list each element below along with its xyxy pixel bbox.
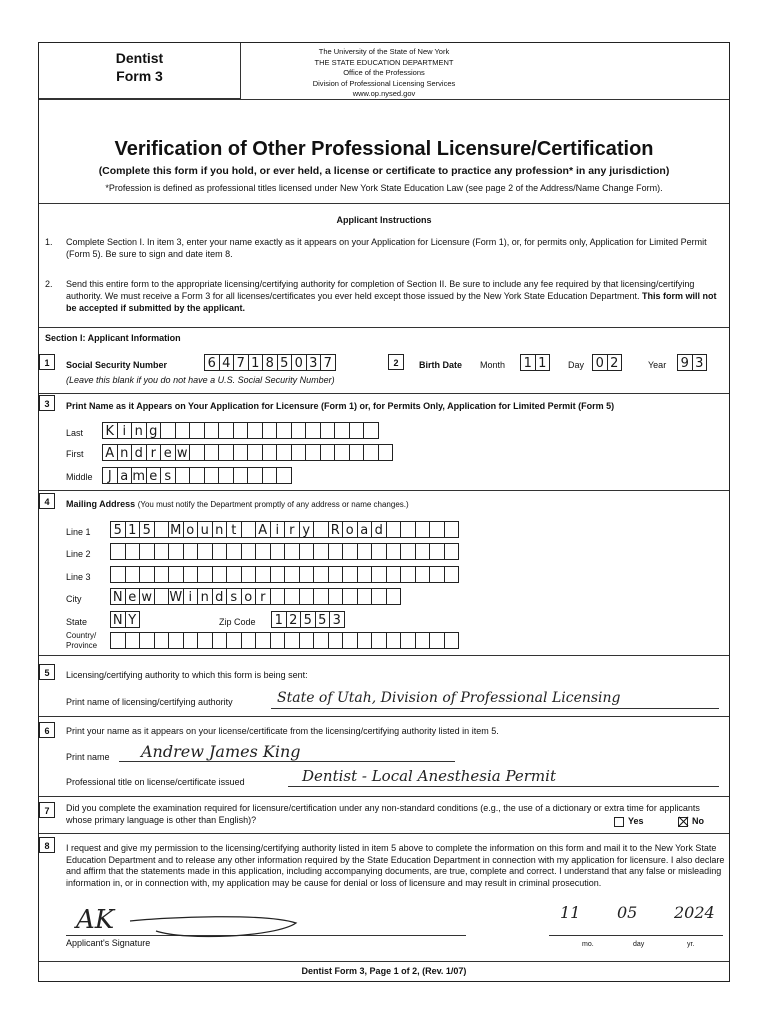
char-cell[interactable]: 5 xyxy=(315,611,331,628)
date-day-label: day xyxy=(633,941,645,948)
char-cell[interactable] xyxy=(125,543,141,560)
char-cell[interactable]: A xyxy=(255,521,271,538)
char-cell[interactable]: 2 xyxy=(286,611,302,628)
char-cell[interactable] xyxy=(270,632,286,649)
signature-flourish-icon xyxy=(126,907,306,943)
state-label: State xyxy=(66,617,88,627)
char-cell[interactable]: w xyxy=(175,444,191,461)
char-cell[interactable]: s xyxy=(160,467,176,484)
char-cell[interactable]: N xyxy=(110,611,126,628)
char-cell[interactable] xyxy=(247,467,263,484)
line2-label: Line 2 xyxy=(66,549,91,559)
char-cell[interactable] xyxy=(270,588,286,605)
char-cell[interactable] xyxy=(255,543,271,560)
agency-line: THE STATE EDUCATION DEPARTMENT xyxy=(314,57,454,67)
char-cell[interactable]: r xyxy=(284,521,300,538)
char-cell[interactable]: e xyxy=(125,588,141,605)
char-cell[interactable] xyxy=(233,467,249,484)
char-cell[interactable] xyxy=(386,521,402,538)
char-cell[interactable]: y xyxy=(299,521,315,538)
char-cell[interactable]: A xyxy=(102,444,118,461)
char-cell[interactable] xyxy=(342,632,358,649)
char-cell[interactable]: t xyxy=(226,521,242,538)
line1-label: Line 1 xyxy=(66,527,91,537)
divider xyxy=(39,327,729,328)
char-cell[interactable]: n xyxy=(212,521,228,538)
char-cell[interactable] xyxy=(189,422,205,439)
char-cell[interactable] xyxy=(175,422,191,439)
char-cell[interactable] xyxy=(241,521,257,538)
char-cell[interactable] xyxy=(444,521,460,538)
section-heading: Section I: Applicant Information xyxy=(45,333,181,343)
char-cell[interactable] xyxy=(400,521,416,538)
item-number: 6 xyxy=(39,722,55,738)
char-cell[interactable]: 5 xyxy=(139,521,155,538)
instruction-2-warning: This form will not be accepted if submitted by the applicant. xyxy=(66,291,717,313)
zip-field[interactable] xyxy=(271,611,345,628)
city-label: City xyxy=(66,594,82,604)
print-name-label: Print name xyxy=(66,752,110,762)
char-cell[interactable] xyxy=(226,543,242,560)
char-cell[interactable] xyxy=(415,543,431,560)
country-field[interactable] xyxy=(110,632,459,649)
char-cell[interactable] xyxy=(110,543,126,560)
char-cell[interactable] xyxy=(299,566,315,583)
zip-label: Zip Code xyxy=(219,617,256,627)
char-cell[interactable] xyxy=(175,467,191,484)
char-cell[interactable] xyxy=(291,422,307,439)
char-cell[interactable] xyxy=(444,543,460,560)
ssn-note: (Leave this blank if you do not have a U.S. Social Security Number) xyxy=(66,375,335,385)
char-cell[interactable]: J xyxy=(102,467,118,484)
char-cell[interactable] xyxy=(284,543,300,560)
char-cell[interactable] xyxy=(139,632,155,649)
char-cell[interactable]: 1 xyxy=(248,354,264,371)
char-cell[interactable]: m xyxy=(132,469,146,484)
char-cell[interactable] xyxy=(349,422,365,439)
char-cell[interactable] xyxy=(154,521,170,538)
divider xyxy=(39,833,729,834)
char-cell[interactable] xyxy=(328,588,344,605)
char-cell[interactable] xyxy=(154,588,170,605)
char-cell[interactable]: r xyxy=(146,444,162,461)
profession-note: *Profession is defined as professional titles licensed under New York State Education Law (see page 2 of the Address/Name Change Form). xyxy=(105,183,663,193)
agency-line: The University of the State of New York xyxy=(318,47,450,56)
char-cell[interactable] xyxy=(270,566,286,583)
char-cell[interactable] xyxy=(313,632,329,649)
char-cell[interactable] xyxy=(183,566,199,583)
instruction-1: Complete Section I. In item 3, enter your name exactly as it appears on your Application for Licensure (Form 1), or, for permits only, Application for Limited Permit (Form 5). Be sure to sign and date item 8. xyxy=(66,237,707,259)
char-cell[interactable]: 6 xyxy=(204,354,220,371)
char-cell[interactable]: Y xyxy=(125,611,141,628)
no-option[interactable] xyxy=(678,816,704,827)
char-cell[interactable]: 3 xyxy=(329,611,345,628)
char-cell[interactable] xyxy=(276,467,292,484)
authority-field[interactable] xyxy=(271,690,719,709)
char-cell[interactable] xyxy=(241,543,257,560)
char-cell[interactable] xyxy=(342,543,358,560)
item-number: 8 xyxy=(39,837,55,853)
char-cell[interactable] xyxy=(363,444,379,461)
char-cell[interactable]: o xyxy=(241,588,257,605)
date-year-value: 2024 xyxy=(674,903,715,922)
char-cell[interactable] xyxy=(255,566,271,583)
char-cell[interactable] xyxy=(371,632,387,649)
char-cell[interactable]: o xyxy=(342,521,358,538)
form-name: Dentist xyxy=(115,50,164,66)
page-subtitle: (Complete this form if you hold, or ever held, a license or certificate to practice any profession* in any jurisdiction) xyxy=(98,165,670,177)
char-cell[interactable]: 7 xyxy=(233,354,249,371)
divider xyxy=(39,203,729,204)
item-number: 7 xyxy=(39,802,55,818)
char-cell[interactable] xyxy=(160,422,176,439)
date-month-label: mo. xyxy=(582,941,594,948)
yes-option[interactable] xyxy=(614,816,644,827)
address-line2-field[interactable] xyxy=(110,543,459,560)
char-cell[interactable] xyxy=(313,566,329,583)
country-label-line: Province xyxy=(66,641,98,650)
char-cell[interactable] xyxy=(386,632,402,649)
char-cell[interactable] xyxy=(154,632,170,649)
agency-line: Division of Professional Licensing Services xyxy=(312,78,456,88)
char-cell[interactable] xyxy=(212,543,228,560)
country-label-line: Country/ xyxy=(66,631,97,640)
state-field[interactable] xyxy=(110,611,140,628)
last-name-field[interactable] xyxy=(102,422,379,439)
char-cell[interactable] xyxy=(110,566,126,583)
char-cell[interactable] xyxy=(189,444,205,461)
char-cell[interactable] xyxy=(183,632,199,649)
char-cell[interactable] xyxy=(328,543,344,560)
print-name-field[interactable] xyxy=(119,742,455,762)
char-cell[interactable] xyxy=(334,422,350,439)
country-label xyxy=(66,631,97,651)
char-cell[interactable]: g xyxy=(146,422,162,439)
footer: Dentist Form 3, Page 1 of 2, (Rev. 1/07) xyxy=(301,966,467,976)
mailing-address-heading xyxy=(66,499,409,509)
char-cell[interactable]: u xyxy=(197,521,213,538)
char-cell[interactable]: 0 xyxy=(592,354,608,371)
char-cell[interactable] xyxy=(342,566,358,583)
char-cell[interactable] xyxy=(386,566,402,583)
authority-value: State of Utah, Division of Professional Licensing xyxy=(277,690,621,706)
divider xyxy=(39,716,729,717)
agency-line: Office of the Professions xyxy=(343,68,425,77)
year-label: Year xyxy=(648,360,667,370)
char-cell[interactable] xyxy=(276,444,292,461)
char-cell[interactable] xyxy=(125,566,141,583)
instructions-heading: Applicant Instructions xyxy=(336,215,432,225)
char-cell[interactable] xyxy=(400,543,416,560)
day-field[interactable] xyxy=(592,354,622,371)
char-cell[interactable] xyxy=(276,422,292,439)
year-field[interactable] xyxy=(677,354,707,371)
char-cell[interactable] xyxy=(218,467,234,484)
char-cell[interactable] xyxy=(328,566,344,583)
address-line3-field[interactable] xyxy=(110,566,459,583)
char-cell[interactable] xyxy=(226,566,242,583)
char-cell[interactable] xyxy=(168,543,184,560)
char-cell[interactable] xyxy=(299,543,315,560)
char-cell[interactable]: 1 xyxy=(520,354,536,371)
char-cell[interactable]: n xyxy=(117,444,133,461)
char-cell[interactable]: i xyxy=(117,422,133,439)
char-cell[interactable] xyxy=(444,566,460,583)
date-day-value: 05 xyxy=(617,903,638,922)
char-cell[interactable] xyxy=(429,566,445,583)
char-cell[interactable]: e xyxy=(160,444,176,461)
char-cell[interactable]: d xyxy=(131,444,147,461)
char-cell[interactable] xyxy=(204,422,220,439)
char-cell[interactable] xyxy=(320,422,336,439)
month-label: Month xyxy=(480,360,506,370)
char-cell[interactable] xyxy=(262,444,278,461)
char-cell[interactable] xyxy=(371,566,387,583)
char-cell[interactable]: e xyxy=(146,467,162,484)
char-cell[interactable] xyxy=(400,632,416,649)
address-line1-field[interactable] xyxy=(110,521,459,538)
char-cell[interactable]: 7 xyxy=(320,354,336,371)
city-field[interactable] xyxy=(110,588,401,605)
mailing-address-note: (You must notify the Department promptly of any address or name changes.) xyxy=(137,500,409,509)
last-name-label: Last xyxy=(66,428,84,438)
date-month-value: 11 xyxy=(560,903,581,922)
license-name-instruction: Print your name as it appears on your license/certificate from the licensing/certifying authority listed in item 5. xyxy=(66,726,499,736)
char-cell[interactable] xyxy=(299,632,315,649)
agency-line: www.op.nysed.gov xyxy=(352,89,416,98)
char-cell[interactable] xyxy=(429,543,445,560)
char-cell[interactable]: d xyxy=(212,588,228,605)
char-cell[interactable] xyxy=(247,422,263,439)
char-cell[interactable] xyxy=(349,444,365,461)
char-cell[interactable] xyxy=(197,543,213,560)
form-id-box xyxy=(39,43,241,99)
char-cell[interactable]: N xyxy=(110,588,126,605)
char-cell[interactable] xyxy=(371,543,387,560)
form-number: Form 3 xyxy=(116,68,163,84)
instruction-num: 1. xyxy=(45,237,53,247)
agency-block xyxy=(244,47,524,100)
char-cell[interactable] xyxy=(189,467,205,484)
char-cell[interactable] xyxy=(262,422,278,439)
char-cell[interactable] xyxy=(429,521,445,538)
char-cell[interactable] xyxy=(247,444,263,461)
first-name-label: First xyxy=(66,449,84,459)
char-cell[interactable] xyxy=(218,444,234,461)
char-cell[interactable] xyxy=(328,632,344,649)
line3-label: Line 3 xyxy=(66,572,91,582)
char-cell[interactable] xyxy=(357,588,373,605)
char-cell[interactable] xyxy=(357,632,373,649)
char-cell[interactable] xyxy=(415,566,431,583)
char-cell[interactable] xyxy=(371,588,387,605)
first-name-field[interactable] xyxy=(102,444,393,461)
char-cell[interactable]: 3 xyxy=(306,354,322,371)
divider xyxy=(39,393,729,394)
non-standard-question: Did you complete the examination required for licensure/certification under any non-standard conditions (e.g., the use of a dictionary or extra time for applicants whose primary language is other than English)? xyxy=(66,803,700,825)
char-cell[interactable] xyxy=(415,521,431,538)
day-label: Day xyxy=(568,360,585,370)
month-field[interactable] xyxy=(520,354,550,371)
char-cell[interactable] xyxy=(255,632,271,649)
char-cell[interactable] xyxy=(168,566,184,583)
char-cell[interactable] xyxy=(204,444,220,461)
item-number: 4 xyxy=(39,493,55,509)
ssn-field[interactable] xyxy=(204,354,336,371)
char-cell[interactable] xyxy=(139,566,155,583)
char-cell[interactable] xyxy=(320,444,336,461)
mailing-address-label: Mailing Address xyxy=(66,499,136,509)
char-cell[interactable] xyxy=(299,588,315,605)
char-cell[interactable]: K xyxy=(102,422,118,439)
signature-label: Applicant's Signature xyxy=(66,938,151,948)
char-cell[interactable]: n xyxy=(131,422,147,439)
authority-label: Print name of licensing/certifying authority xyxy=(66,697,233,707)
char-cell[interactable] xyxy=(154,543,170,560)
char-cell[interactable] xyxy=(305,422,321,439)
char-cell[interactable] xyxy=(197,632,213,649)
birth-date-label: Birth Date xyxy=(419,360,463,370)
char-cell[interactable] xyxy=(415,632,431,649)
professional-title-label: Professional title on license/certificate issued xyxy=(66,777,245,787)
signature-value: AK xyxy=(76,905,115,935)
char-cell[interactable] xyxy=(139,543,155,560)
item-number: 1 xyxy=(39,354,55,370)
char-cell[interactable] xyxy=(291,444,307,461)
char-cell[interactable] xyxy=(233,422,249,439)
instruction-num: 2. xyxy=(45,279,53,289)
form-page xyxy=(38,42,730,982)
char-cell[interactable] xyxy=(204,467,220,484)
char-cell[interactable]: 3 xyxy=(692,354,708,371)
instruction-2 xyxy=(66,278,722,314)
char-cell[interactable] xyxy=(386,543,402,560)
item-number: 2 xyxy=(388,354,404,370)
char-cell[interactable] xyxy=(284,632,300,649)
char-cell[interactable] xyxy=(110,632,126,649)
char-cell[interactable] xyxy=(241,566,257,583)
char-cell[interactable] xyxy=(168,632,184,649)
page-title: Verification of Other Professional Licensure/Certification xyxy=(114,138,654,160)
divider xyxy=(39,655,729,656)
char-cell[interactable] xyxy=(262,467,278,484)
char-cell[interactable]: 4 xyxy=(219,354,235,371)
char-cell[interactable] xyxy=(363,422,379,439)
char-cell[interactable] xyxy=(284,566,300,583)
yes-checkbox[interactable] xyxy=(614,817,624,827)
char-cell[interactable]: a xyxy=(357,521,373,538)
char-cell[interactable]: r xyxy=(255,588,271,605)
instruction-2-text: Send this entire form to the appropriate licensing/certifying authority for completion of Section II. Be sure to include any fee required by that licensing/certifying authority. We must receive a Form 3 for all licenses/certificates you ever held except those issued by the New York State Education Department. xyxy=(66,279,695,301)
char-cell[interactable]: R xyxy=(328,521,344,538)
signature-date-field[interactable] xyxy=(549,921,723,936)
char-cell[interactable] xyxy=(313,521,329,538)
professional-title-field[interactable] xyxy=(288,767,719,787)
char-cell[interactable] xyxy=(444,632,460,649)
char-cell[interactable]: d xyxy=(371,521,387,538)
char-cell[interactable]: 5 xyxy=(110,521,126,538)
print-name-value: Andrew James King xyxy=(141,742,301,761)
char-cell[interactable] xyxy=(378,444,394,461)
signature-field[interactable] xyxy=(66,905,466,936)
char-cell[interactable] xyxy=(212,632,228,649)
divider xyxy=(39,796,729,797)
char-cell[interactable]: 1 xyxy=(271,611,287,628)
char-cell[interactable] xyxy=(241,632,257,649)
char-cell[interactable] xyxy=(270,543,286,560)
professional-title-value: Dentist - Local Anesthesia Permit xyxy=(302,767,556,785)
char-cell[interactable] xyxy=(334,444,350,461)
print-name-instruction: Print Name as it Appears on Your Application for Licensure (Form 1) or, for Permits Only, Application for Limited Permit (Form 5) xyxy=(66,401,615,411)
char-cell[interactable]: 1 xyxy=(125,521,141,538)
no-checkbox-checked[interactable] xyxy=(678,817,688,827)
char-cell[interactable] xyxy=(197,566,213,583)
char-cell[interactable] xyxy=(154,566,170,583)
char-cell[interactable] xyxy=(305,444,321,461)
date-year-label: yr. xyxy=(687,941,695,948)
char-cell[interactable]: M xyxy=(168,521,184,538)
char-cell[interactable]: i xyxy=(270,521,286,538)
char-cell[interactable] xyxy=(183,543,199,560)
char-cell[interactable]: 9 xyxy=(677,354,693,371)
char-cell[interactable] xyxy=(400,566,416,583)
item-number: 3 xyxy=(39,395,55,411)
divider xyxy=(39,961,729,962)
char-cell[interactable]: a xyxy=(117,467,133,484)
char-cell[interactable]: 5 xyxy=(300,611,316,628)
no-label: No xyxy=(692,816,704,826)
char-cell[interactable] xyxy=(125,632,141,649)
char-cell[interactable] xyxy=(212,566,228,583)
char-cell[interactable] xyxy=(313,543,329,560)
ssn-label: Social Security Number xyxy=(66,360,168,370)
char-cell[interactable] xyxy=(357,543,373,560)
divider xyxy=(39,490,729,491)
char-cell[interactable] xyxy=(342,588,358,605)
char-cell[interactable]: i xyxy=(183,588,199,605)
char-cell[interactable] xyxy=(429,632,445,649)
char-cell[interactable]: 2 xyxy=(607,354,623,371)
char-cell[interactable] xyxy=(313,588,329,605)
declaration-text: I request and give my permission to the licensing/certifying authority listed in item 5 above to complete the information on this form and mail it to the New York State Education Department and to release any other information required by the State Education Department in connection with my application for licensure. I also declare and affirm that the statements made in this application, including accompanying documents, are true, complete and correct. I understand that any false or misleading information in, or in connection with, my application may be cause for denial or loss of licensure and may result in criminal prosecution. xyxy=(66,843,725,888)
char-cell[interactable] xyxy=(284,588,300,605)
char-cell[interactable]: s xyxy=(226,588,242,605)
middle-name-label: Middle xyxy=(66,472,93,482)
char-cell[interactable]: 0 xyxy=(291,354,307,371)
divider xyxy=(39,99,729,100)
char-cell[interactable]: W xyxy=(169,590,183,605)
char-cell[interactable] xyxy=(218,422,234,439)
char-cell[interactable] xyxy=(357,566,373,583)
char-cell[interactable]: w xyxy=(139,588,155,605)
char-cell[interactable]: o xyxy=(183,521,199,538)
char-cell[interactable] xyxy=(386,588,402,605)
char-cell[interactable] xyxy=(226,632,242,649)
authority-instruction: Licensing/certifying authority to which this form is being sent: xyxy=(66,670,308,680)
char-cell[interactable]: 5 xyxy=(277,354,293,371)
item-number: 5 xyxy=(39,664,55,680)
char-cell[interactable] xyxy=(233,444,249,461)
char-cell[interactable]: n xyxy=(197,588,213,605)
middle-name-field[interactable] xyxy=(102,467,292,484)
char-cell[interactable]: 8 xyxy=(262,354,278,371)
char-cell[interactable]: 1 xyxy=(535,354,551,371)
yes-label: Yes xyxy=(628,816,644,826)
